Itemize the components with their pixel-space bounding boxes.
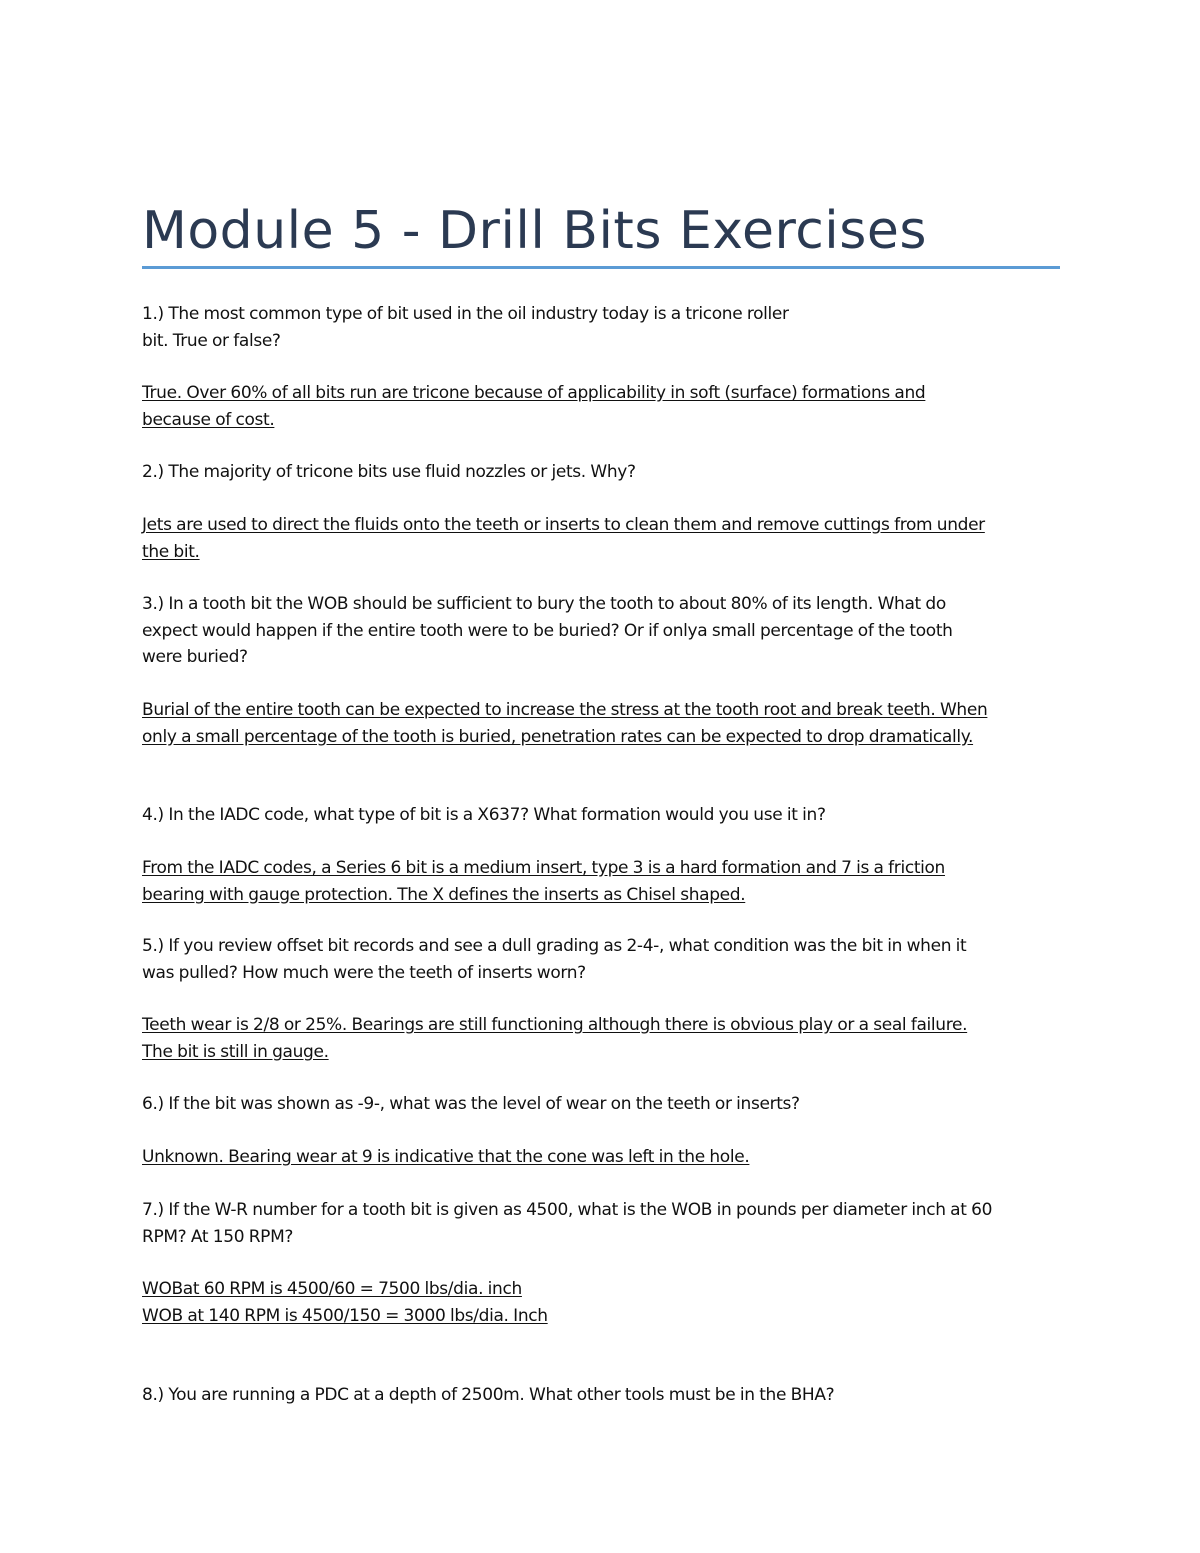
answer-text-line: The bit is still in gauge. [142,1041,329,1062]
question-text-line: expect would happen if the entire tooth were to be buried? Or if onlya small percentage of the tooth [142,620,953,641]
question-number: 3.) [142,594,164,614]
answer-text-line: WOBat 60 RPM is 4500/60 = 7500 lbs/dia. inch [142,1279,522,1299]
question-text-line: were buried? [142,647,248,667]
question-number: 1.) [142,304,164,324]
answer-3 [142,697,1060,750]
answer-text-line: Unknown. Bearing wear at 9 is indicative that the cone was left in the hole. [142,1147,750,1167]
question-8 [142,1382,1060,1409]
answer-text-line: WOB at 140 RPM is 4500/150 = 3000 lbs/dia. Inch [142,1305,548,1326]
question-7 [142,1197,1060,1250]
answer-2 [142,512,1060,565]
answer-text-line: only a small percentage of the tooth is buried, penetration rates can be expected to drop dramatically. [142,726,974,747]
question-number: 4.) [142,805,164,825]
question-6 [142,1091,1060,1118]
answer-5 [142,1012,1060,1065]
answer-text-line: From the IADC codes, a Series 6 bit is a medium insert, type 3 is a hard formation and 7 is a friction [142,858,945,878]
question-text-line: RPM? At 150 RPM? [142,1226,294,1247]
question-number: 8.) [142,1385,164,1405]
question-text-line: The most common type of bit used in the oil industry today is a tricone roller [168,304,789,324]
question-4 [142,802,1060,829]
question-text-line: If the W-R number for a tooth bit is given as 4500, what is the WOB in pounds per diameter inch at 60 [168,1200,993,1220]
answer-6 [142,1144,1060,1171]
question-number: 6.) [142,1094,164,1114]
question-text-line: The majority of tricone bits use fluid nozzles or jets. Why? [168,462,636,482]
question-text-line: was pulled? How much were the teeth of inserts worn? [142,962,586,983]
answer-text-line: Jets are used to direct the fluids onto the teeth or inserts to clean them and remove cuttings from under [142,515,985,535]
question-text-line: You are running a PDC at a depth of 2500m. What other tools must be in the BHA? [168,1385,835,1405]
question-number: 7.) [142,1200,164,1220]
answer-text-line: True. Over 60% of all bits run are tricone because of applicability in soft (surface) formations and [142,383,926,403]
question-text-line: If you review offset bit records and see a dull grading as 2-4-, what condition was the bit in when it [168,936,967,956]
question-2 [142,459,1060,486]
question-text-line: bit. True or false? [142,330,281,351]
answer-text-line: Teeth wear is 2/8 or 25%. Bearings are still functioning although there is obvious play or a seal failure. [142,1015,968,1035]
question-text-line: If the bit was shown as -9-, what was the level of wear on the teeth or inserts? [168,1094,800,1114]
answer-text-line: bearing with gauge protection. The X defines the inserts as Chisel shaped. [142,884,746,905]
answer-4 [142,855,1060,908]
answer-text-line: the bit. [142,541,200,562]
answer-7 [142,1276,1060,1329]
question-text-line: In a tooth bit the WOB should be sufficient to bury the tooth to about 80% of its length. What do [168,594,946,614]
question-number: 5.) [142,936,164,956]
question-text-line: In the IADC code, what type of bit is a X637? What formation would you use it in? [168,805,826,825]
answer-text-line: Burial of the entire tooth can be expected to increase the stress at the tooth root and break teeth. When [142,700,988,720]
answer-text-line: because of cost. [142,409,275,430]
answer-1 [142,380,1060,433]
question-1 [142,301,1060,354]
question-3 [142,591,1060,671]
question-number: 2.) [142,462,164,482]
page-title: Module 5 - Drill Bits Exercises [142,201,927,261]
question-5 [142,933,1060,986]
title-underline-rule [142,266,1060,269]
